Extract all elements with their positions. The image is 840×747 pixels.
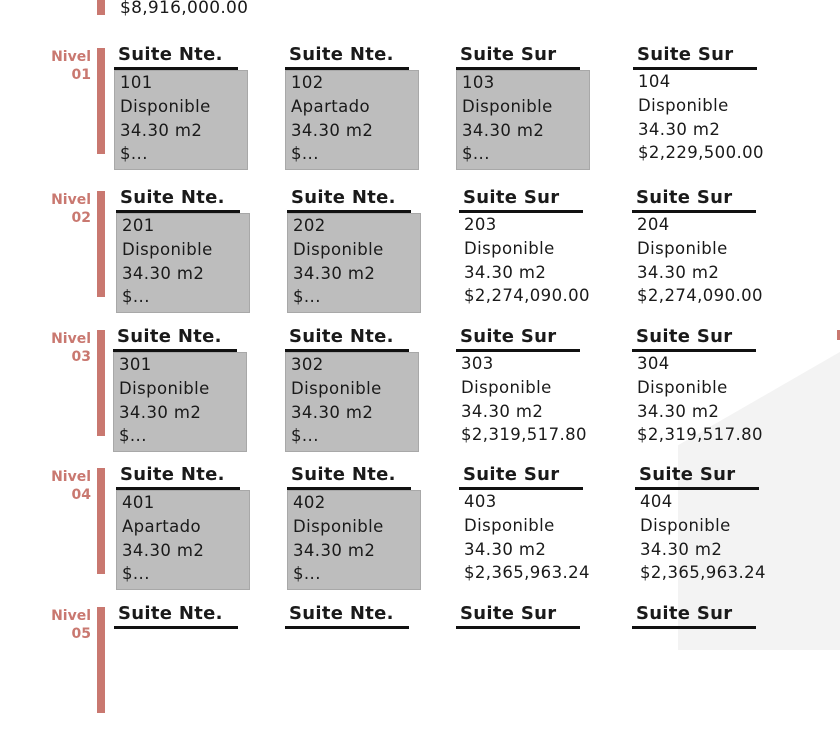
suite-card[interactable]: [114, 603, 254, 629]
suite-price: $...: [291, 426, 319, 446]
suite-card[interactable]: [456, 326, 596, 452]
suite-card[interactable]: [633, 44, 773, 170]
suite-number: 102: [291, 73, 324, 92]
suite-title: Suite Nte.: [117, 326, 222, 347]
suite-number: 303: [461, 354, 494, 373]
suite-title: Suite Sur: [636, 326, 733, 347]
suite-title: Suite Sur: [460, 44, 557, 65]
suite-number: 103: [462, 73, 495, 92]
level-label: Nivel 03: [51, 331, 91, 365]
suite-underline: [456, 626, 580, 629]
suite-number: 203: [464, 215, 497, 234]
suite-status: Apartado: [122, 516, 202, 536]
suite-card[interactable]: [116, 187, 256, 313]
suite-area: 34.30 m2: [293, 263, 376, 283]
suite-card[interactable]: [459, 187, 599, 313]
level-row: [0, 326, 840, 470]
suite-title: Suite Nte.: [291, 187, 396, 208]
suite-number: 104: [638, 72, 671, 91]
suite-card[interactable]: [632, 326, 772, 452]
suite-details: [456, 70, 590, 170]
suite-card[interactable]: [459, 464, 599, 590]
suite-card[interactable]: [285, 44, 425, 170]
level-label: Nivel 02: [51, 192, 91, 226]
suite-status: Disponible: [640, 515, 731, 535]
suite-card[interactable]: [113, 326, 253, 452]
suite-title: Suite Sur: [460, 603, 557, 624]
suite-area: 34.30 m2: [464, 539, 547, 559]
suite-title: Suite Nte.: [289, 603, 394, 624]
suite-price: $2,365,963.24: [640, 563, 766, 583]
suite-number: 401: [122, 493, 155, 512]
suite-number: 402: [293, 493, 326, 512]
suite-area: 34.30 m2: [640, 539, 723, 559]
suite-number: 404: [640, 492, 673, 511]
suite-area: 34.30 m2: [293, 540, 376, 560]
suite-underline: [632, 626, 756, 629]
suite-number: 403: [464, 492, 497, 511]
suite-details: [285, 70, 419, 170]
suite-status: Disponible: [119, 378, 210, 398]
level-marker-bar: [97, 607, 105, 713]
suite-title: Suite Sur: [639, 464, 736, 485]
suite-status: Disponible: [293, 516, 384, 536]
suite-card[interactable]: [287, 187, 427, 313]
suite-underline: [114, 626, 238, 629]
suite-price: $2,274,090.00: [637, 286, 763, 306]
suite-title: Suite Nte.: [120, 464, 225, 485]
suite-price: $2,274,090.00: [464, 286, 590, 306]
suite-area: 34.30 m2: [637, 401, 720, 421]
suite-price: $2,319,517.80: [637, 425, 763, 445]
suite-status: Disponible: [638, 95, 729, 115]
suite-title: Suite Sur: [636, 603, 733, 624]
suite-area: 34.30 m2: [122, 540, 205, 560]
suite-status: Disponible: [291, 378, 382, 398]
suite-area: 34.30 m2: [120, 120, 203, 140]
suite-price: $...: [462, 144, 490, 164]
suite-status: Disponible: [120, 96, 211, 116]
suite-details: [459, 490, 593, 590]
suite-title: Suite Nte.: [120, 187, 225, 208]
suite-status: Disponible: [462, 96, 553, 116]
suite-title: Suite Nte.: [289, 326, 394, 347]
suite-title: Suite Nte.: [291, 464, 396, 485]
suite-details: [287, 213, 421, 313]
suite-area: 34.30 m2: [122, 263, 205, 283]
level-label: Nivel 05: [51, 608, 91, 642]
level-row: [0, 603, 840, 747]
suite-details: [285, 352, 419, 452]
suite-card[interactable]: [287, 464, 427, 590]
suite-card[interactable]: [632, 187, 772, 313]
suite-title: Suite Sur: [460, 326, 557, 347]
suite-price: $...: [120, 144, 148, 164]
level-marker-bar: [97, 330, 105, 436]
level-marker-bar: [97, 0, 105, 15]
level-label: Nivel 01: [51, 49, 91, 83]
suite-area: 34.30 m2: [291, 120, 374, 140]
suite-area: 34.30 m2: [291, 402, 374, 422]
suite-details: [456, 352, 590, 452]
suite-details: [116, 213, 250, 313]
level-marker-bar: [97, 468, 105, 574]
suite-status: Disponible: [293, 239, 384, 259]
suite-number: 204: [637, 215, 670, 234]
suite-area: 34.30 m2: [638, 119, 721, 139]
price-text: $8,916,000.00: [120, 0, 249, 18]
suite-area: 34.30 m2: [119, 402, 202, 422]
level-row: [0, 44, 840, 188]
suite-title: Suite Sur: [637, 44, 734, 65]
level-label: Nivel 04: [51, 469, 91, 503]
suite-number: 201: [122, 216, 155, 235]
suite-details: [635, 490, 769, 590]
suite-price: $...: [119, 426, 147, 446]
suite-card[interactable]: [635, 464, 775, 590]
suite-price: $...: [293, 564, 321, 584]
suite-card[interactable]: [285, 603, 425, 629]
suite-number: 301: [119, 355, 152, 374]
suite-area: 34.30 m2: [461, 401, 544, 421]
suite-price: $...: [291, 144, 319, 164]
suite-title: Suite Nte.: [289, 44, 394, 65]
suite-price: $2,365,963.24: [464, 563, 590, 583]
suite-price: $2,319,517.80: [461, 425, 587, 445]
level-row: [0, 464, 840, 608]
level-marker-bar: [97, 191, 105, 297]
suite-details: [114, 70, 248, 170]
suite-number: 202: [293, 216, 326, 235]
suite-number: 101: [120, 73, 153, 92]
suite-status: Disponible: [464, 515, 555, 535]
suite-card[interactable]: [632, 603, 772, 629]
suite-details: [633, 70, 767, 170]
suite-status: Disponible: [637, 238, 728, 258]
suite-details: [632, 213, 766, 313]
suite-status: Disponible: [464, 238, 555, 258]
suite-details: [113, 352, 247, 452]
suite-title: Suite Nte.: [118, 44, 223, 65]
suite-details: [116, 490, 250, 590]
level-row: [0, 187, 840, 331]
suite-underline: [285, 626, 409, 629]
suite-status: Disponible: [461, 377, 552, 397]
suite-title: Suite Sur: [463, 464, 560, 485]
suite-card[interactable]: [456, 603, 596, 629]
suite-title: Suite Nte.: [118, 603, 223, 624]
suite-number: 302: [291, 355, 324, 374]
suite-card[interactable]: [456, 44, 596, 170]
level-marker-bar: [97, 48, 105, 154]
suite-details: [632, 352, 766, 452]
suite-details: [459, 213, 593, 313]
suite-title: Suite Sur: [636, 187, 733, 208]
suite-area: 34.30 m2: [462, 120, 545, 140]
suite-card[interactable]: [114, 44, 254, 170]
suite-area: 34.30 m2: [637, 262, 720, 282]
suite-details: [287, 490, 421, 590]
suite-status: Disponible: [122, 239, 213, 259]
suite-number: 304: [637, 354, 670, 373]
suite-price: $2,229,500.00: [638, 143, 764, 163]
suite-card[interactable]: [285, 326, 425, 452]
suite-price: $...: [122, 287, 150, 307]
suite-status: Disponible: [637, 377, 728, 397]
suite-price: $...: [122, 564, 150, 584]
suite-status: Apartado: [291, 96, 371, 116]
suite-card[interactable]: [116, 464, 256, 590]
suite-area: 34.30 m2: [464, 262, 547, 282]
suite-price: $...: [293, 287, 321, 307]
suite-title: Suite Sur: [463, 187, 560, 208]
